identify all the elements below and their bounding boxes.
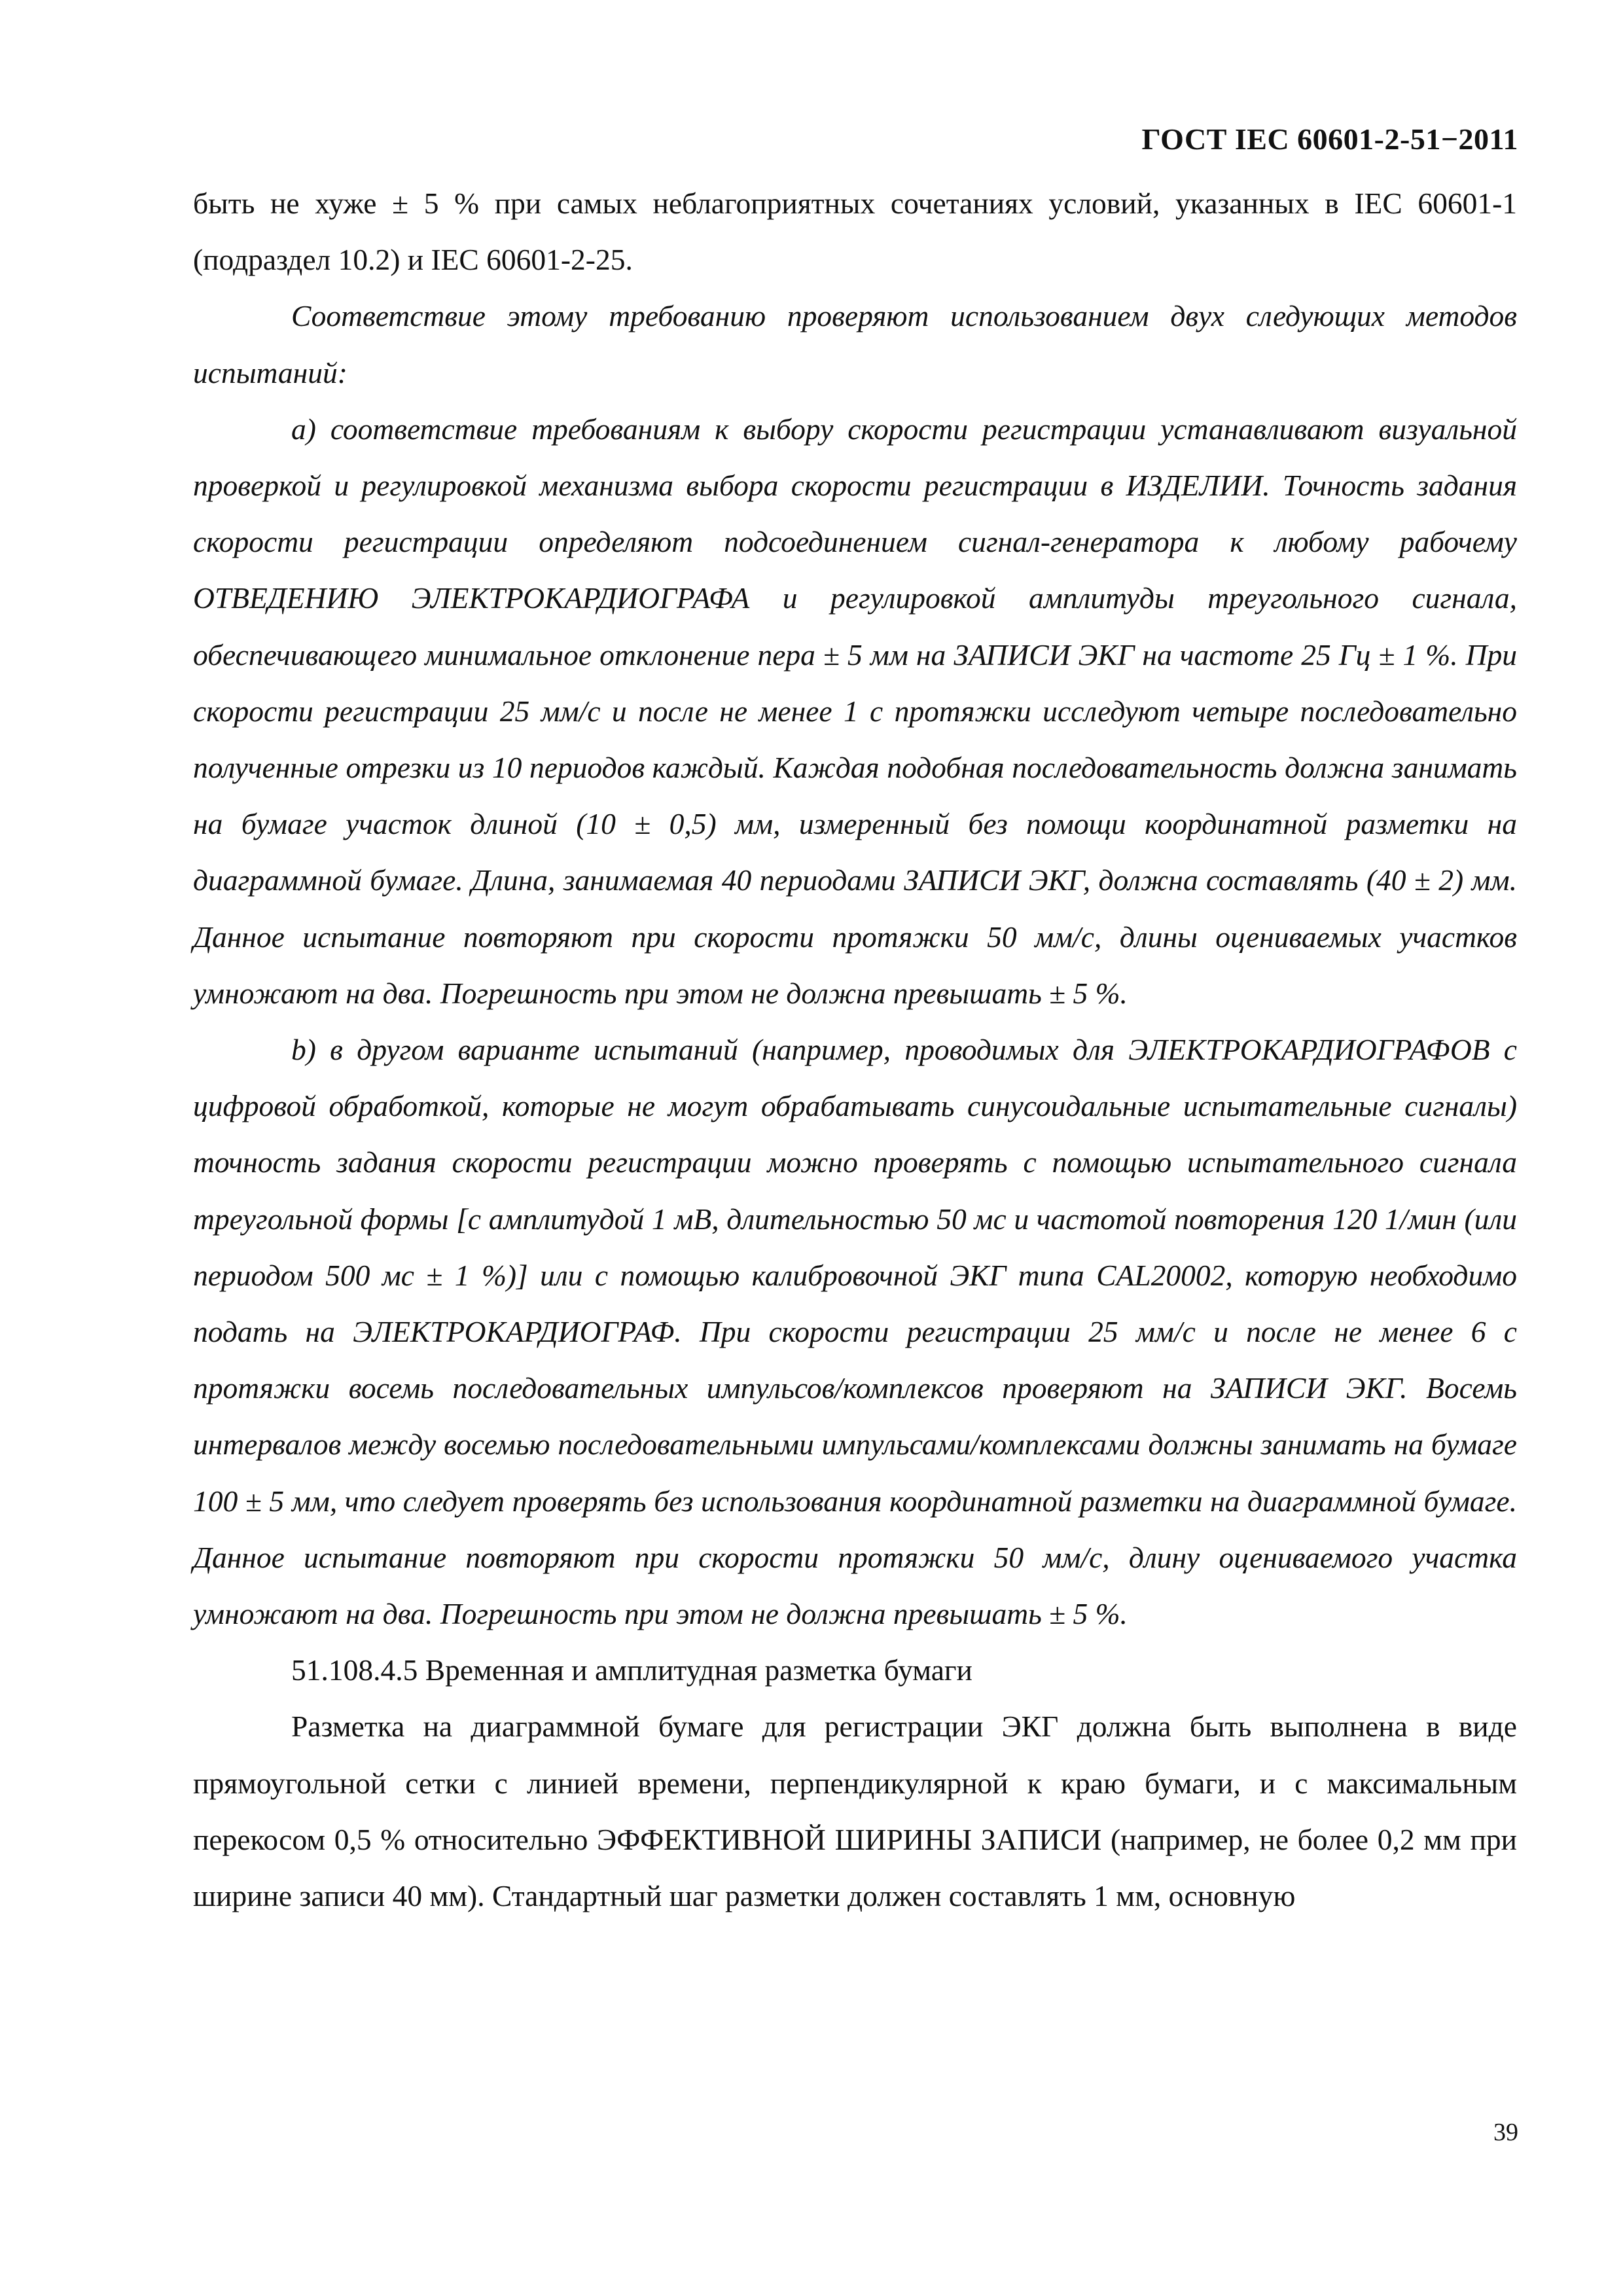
standard-header: ГОСТ IEC 60601-2-51−2011: [1141, 122, 1518, 156]
page-number: 39: [1493, 2119, 1518, 2146]
paragraph-grid-marking: Разметка на диаграммной бумаге для регистрации ЭКГ должна быть выполнена в виде прямоугольной сетки с линией времени, перпендикулярной к краю бумаги, и с максимальным перекосом 0,5 % относительно ЭФФЕКТИВНОЙ ШИРИНЫ ЗАПИСИ (например, не более 0,2 мм при ширине записи 40 мм). Стандартный шаг разметки должен составлять 1 мм, основную: [193, 1710, 1517, 1913]
section-heading-51-108-4-5: 51.108.4.5 Временная и амплитудная разметка бумаги: [291, 1653, 972, 1687]
paragraph-method-a: а) соответствие требованиям к выбору скорости регистрации устанавливают визуальной проверкой и регулировкой механизма выбора скорости регистрации в ИЗДЕЛИИ. Точность задания скорости регистрации определяют подсоединением сигнал-генератора к любому рабочему ОТВЕДЕНИЮ ЭЛЕКТРОКАРДИОГРАФА и регулировкой амплитуды треугольного сигнала, обеспечивающего минимальное отклонение пера ± 5 мм на ЗАПИСИ ЭКГ на частоте 25 Гц ± 1 %. При скорости регистрации 25 мм/с и после не менее 1 с протяжки исследуют четыре последовательно полученные отрезки из 10 периодов каждый. Каждая подобная последовательность должна занимать на бумаге участок длиной (10 ± 0,5) мм, измеренный без помощи координатной разметки на диаграммной бумаге. Длина, занимаемая 40 периодами ЗАПИСИ ЭКГ, должна составлять (40 ± 2) мм. Данное испытание повторяют при скорости протяжки 50 мм/с, длины оцениваемых участков умножают на два. Погрешность при этом не должна превышать ± 5 %.: [193, 412, 1517, 1010]
paragraph-method-b: b) в другом варианте испытаний (например, проводимых для ЭЛЕКТРОКАРДИОГРАФОВ с цифровой обработкой, которые не могут обрабатывать синусоидальные испытательные сигналы) точность задания скорости регистрации можно проверять с помощью испытательного сигнала треугольной формы [с амплитудой 1 мВ, длительностью 50 мс и частотой повторения 120 1/мин (или периодом 500 мс ± 1 %)] или с помощью калибровочной ЭКГ типа CAL20002, которую необходимо подать на ЭЛЕКТРОКАРДИОГРАФ. При скорости регистрации 25 мм/с и после не менее 6 с протяжки восемь последовательных импульсов/комплексов проверяют на ЗАПИСИ ЭКГ. Восемь интервалов между восемью последовательными импульсами/комплексами должны занимать на бумаге 100 ± 5 мм, что следует проверять без использования координатной разметки на диаграммной бумаге. Данное испытание повторяют при скорости протяжки 50 мм/с, длину оцениваемого участка умножают на два. Погрешность при этом не должна превышать ± 5 %.: [193, 1033, 1517, 1631]
body-text: [193, 175, 1517, 1924]
paragraph-continuation: быть не хуже ± 5 % при самых неблагоприятных сочетаниях условий, указанных в IEC 60601-1 (подраздел 10.2) и IEC 60601-2-25.: [193, 187, 1517, 277]
paragraph-compliance-intro: Соответствие этому требованию проверяют использованием двух следующих методов испытаний:: [193, 299, 1517, 389]
